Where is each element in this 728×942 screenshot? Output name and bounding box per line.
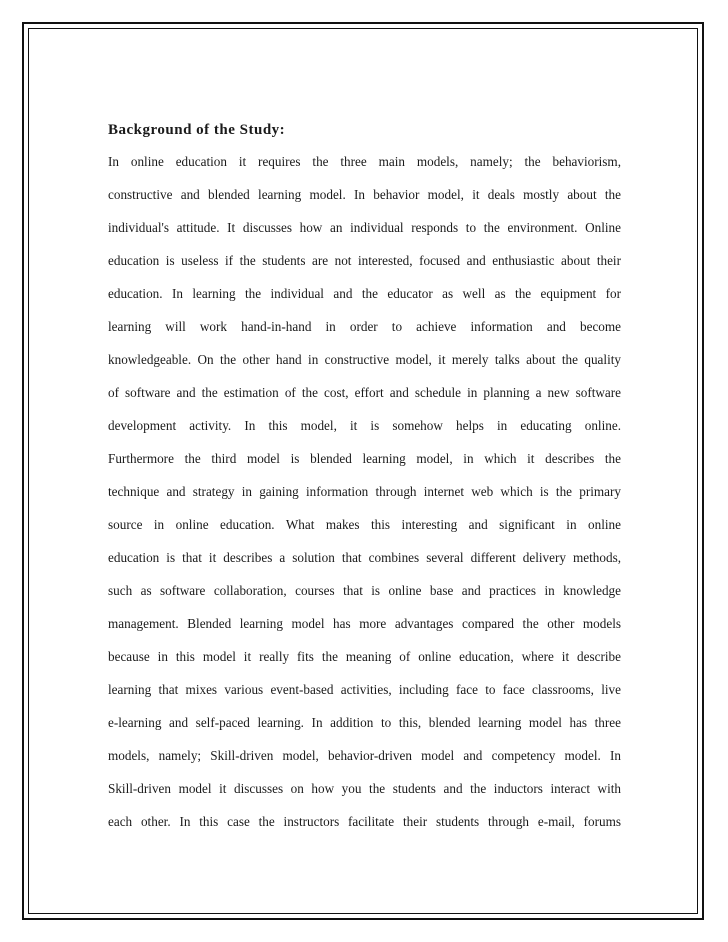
text-line: of software and the estimation of the cost, effort and schedule in planning a new software xyxy=(108,385,621,400)
section-heading: Background of the Study: xyxy=(108,122,286,138)
text-line: learning that mixes various event-based activities, including face to face classrooms, live xyxy=(108,682,621,697)
text-line: management. Blended learning model has more advantages compared the other models xyxy=(108,616,621,631)
text-line: because in this model it really fits the meaning of online education, where it describe xyxy=(108,649,621,664)
text-line: each other. In this case the instructors facilitate their students through e-mail, forums xyxy=(108,814,621,829)
text-line: Furthermore the third model is blended learning model, in which it describes the xyxy=(108,451,621,466)
text-line: such as software collaboration, courses that is online base and practices in knowledge xyxy=(108,583,621,598)
text-line: education is useless if the students are not interested, focused and enthusiastic about their xyxy=(108,253,621,268)
text-line: In online education it requires the three main models, namely; the behaviorism, xyxy=(108,154,621,169)
text-line: individual's attitude. It discusses how an individual responds to the environment. Online xyxy=(108,220,621,235)
text-line: models, namely; Skill-driven model, behavior-driven model and competency model. In xyxy=(108,748,621,763)
text-line: education. In learning the individual and the educator as well as the equipment for xyxy=(108,286,621,301)
text-line: development activity. In this model, it is somehow helps in educating online. xyxy=(108,418,621,433)
text-line: source in online education. What makes this interesting and significant in online xyxy=(108,517,621,532)
text-line: e-learning and self-paced learning. In addition to this, blended learning model has three xyxy=(108,715,621,730)
document-body xyxy=(108,118,621,843)
text-line: Skill-driven model it discusses on how you the students and the inductors interact with xyxy=(108,781,621,796)
text-line: knowledgeable. On the other hand in constructive model, it merely talks about the quality xyxy=(108,352,621,367)
text-line: technique and strategy in gaining information through internet web which is the primary xyxy=(108,484,621,499)
text-line: education is that it describes a solution that combines several different delivery methods, xyxy=(108,550,621,565)
text-line: learning will work hand-in-hand in order to achieve information and become xyxy=(108,319,621,334)
text-line: constructive and blended learning model. In behavior model, it deals mostly about the xyxy=(108,187,621,202)
